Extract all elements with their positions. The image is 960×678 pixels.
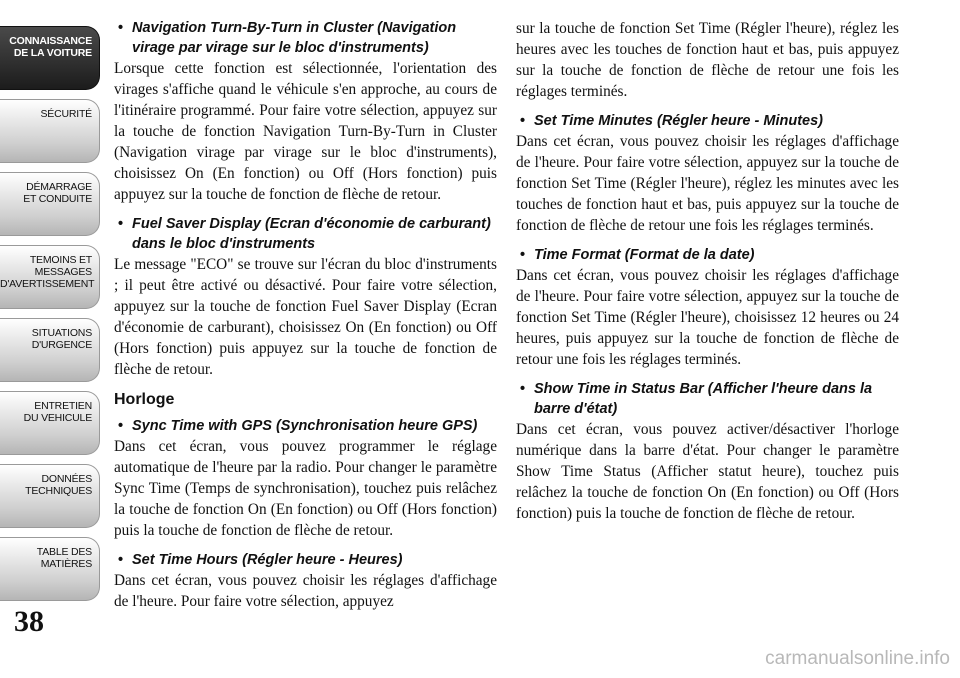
tab-securite[interactable]: SÉCURITÉ (0, 99, 100, 163)
watermark: carmanualsonline.info (765, 648, 950, 669)
item-heading-set-time-minutes: • Set Time Minutes (Régler heure - Minutes) (516, 111, 899, 131)
item-heading-time-format: • Time Format (Format de la date) (516, 245, 899, 265)
tab-donnees-techniques[interactable]: DONNÉES TECHNIQUES (0, 464, 100, 528)
continued-text: sur la touche de fonction Set Time (Régler l'heure), réglez les heures avec les touches de fonction haut et bas, puis appuyez sur la touche de fonction de flèche de retour une fois les réglages terminés. (516, 20, 899, 100)
chapter-sidebar (0, 26, 100, 610)
item-text-set-time-hours: Dans cet écran, vous pouvez choisir les réglages d'affichage de l'heure. Pour faire votre sélection, appuyez (114, 572, 497, 610)
tab-connaissance-de-la-voiture[interactable]: CONNAISSANCE DE LA VOITURE (0, 26, 100, 90)
tab-entretien-du-vehicule[interactable]: ENTRETIEN DU VEHICULE (0, 391, 100, 455)
item-heading-set-time-hours: • Set Time Hours (Régler heure - Heures) (114, 550, 497, 570)
item-text-show-time: Dans cet écran, vous pouvez activer/désactiver l'horloge numérique dans la barre d'état. Pour changer le paramètre Show Time Status (Afficher statut heure), touchez puis relâchez la touche de fonction On (En fonction) ou Off (Hors fonction) puis la touche de fonction de flèche de retour. (516, 421, 899, 522)
tab-demarrage-et-conduite[interactable]: DÉMARRAGE ET CONDUITE (0, 172, 100, 236)
tab-temoins-et-messages[interactable]: TEMOINS ET MESSAGES D'AVERTISSEMENT (0, 245, 100, 309)
tab-table-des-matieres[interactable]: TABLE DES MATIÈRES (0, 537, 100, 601)
item-heading-show-time: • Show Time in Status Bar (Afficher l'heure dans la barre d'état) (516, 379, 899, 419)
item-text-navigation: Lorsque cette fonction est sélectionnée, l'orientation des virages s'affiche quand le véhicule s'en approche, au cours de l'itinéraire programmé. Pour faire votre sélection, appuyez sur la touche de fonction Navigation Turn-By-Turn in Cluster (Navigation virage par virage sur le bloc d'instruments), choisissez On (En fonction) ou Off (Hors fonction) puis appuyez sur la touche de fonction de flèche de retour. (114, 60, 497, 203)
section-title-horloge: Horloge (114, 391, 175, 408)
right-column (516, 18, 899, 533)
left-column (114, 18, 497, 621)
page-number: 38 (14, 605, 44, 638)
item-heading-sync-time: • Sync Time with GPS (Synchronisation heure GPS) (114, 416, 497, 436)
item-text-set-time-minutes: Dans cet écran, vous pouvez choisir les réglages d'affichage de l'heure. Pour faire votre sélection, appuyez sur la touche de fonction Set Time (Régler l'heure), réglez les minutes avec les touches de fonction haut et bas, puis appuyez sur la touche de fonction de flèche de retour une fois les réglages terminés. (516, 133, 899, 234)
item-heading-fuel-saver: • Fuel Saver Display (Ecran d'économie de carburant) dans le bloc d'instruments (114, 214, 497, 254)
item-text-time-format: Dans cet écran, vous pouvez choisir les réglages d'affichage de l'heure. Pour faire votre sélection, appuyez sur la touche de fonction Set Time (Régler l'heure), choisissez 12 heures ou 24 heures, puis appuyez sur la touche de fonction de flèche de retour une fois les réglages terminés. (516, 267, 899, 368)
tab-situations-d-urgence[interactable]: SITUATIONS D'URGENCE (0, 318, 100, 382)
item-text-sync-time: Dans cet écran, vous pouvez programmer le réglage automatique de l'heure par la radio. Pour changer le paramètre Sync Time (Temps de synchronisation), touchez puis relâchez la touche de fonction On (En fonction) ou Off (Hors fonction) puis la touche de fonction de flèche de retour. (114, 438, 497, 539)
item-text-fuel-saver: Le message "ECO" se trouve sur l'écran du bloc d'instruments ; il peut être activé ou désactivé. Pour faire votre sélection, appuyez sur la touche de fonction Fuel Saver Display (Ecran d'économie de carburant), choisissez On (En fonction) ou Off (Hors fonction) puis appuyez sur la touche de fonction de flèche de retour. (114, 256, 497, 378)
item-heading-navigation: • Navigation Turn-By-Turn in Cluster (Navigation virage par virage sur le bloc d'instruments) (114, 18, 497, 58)
